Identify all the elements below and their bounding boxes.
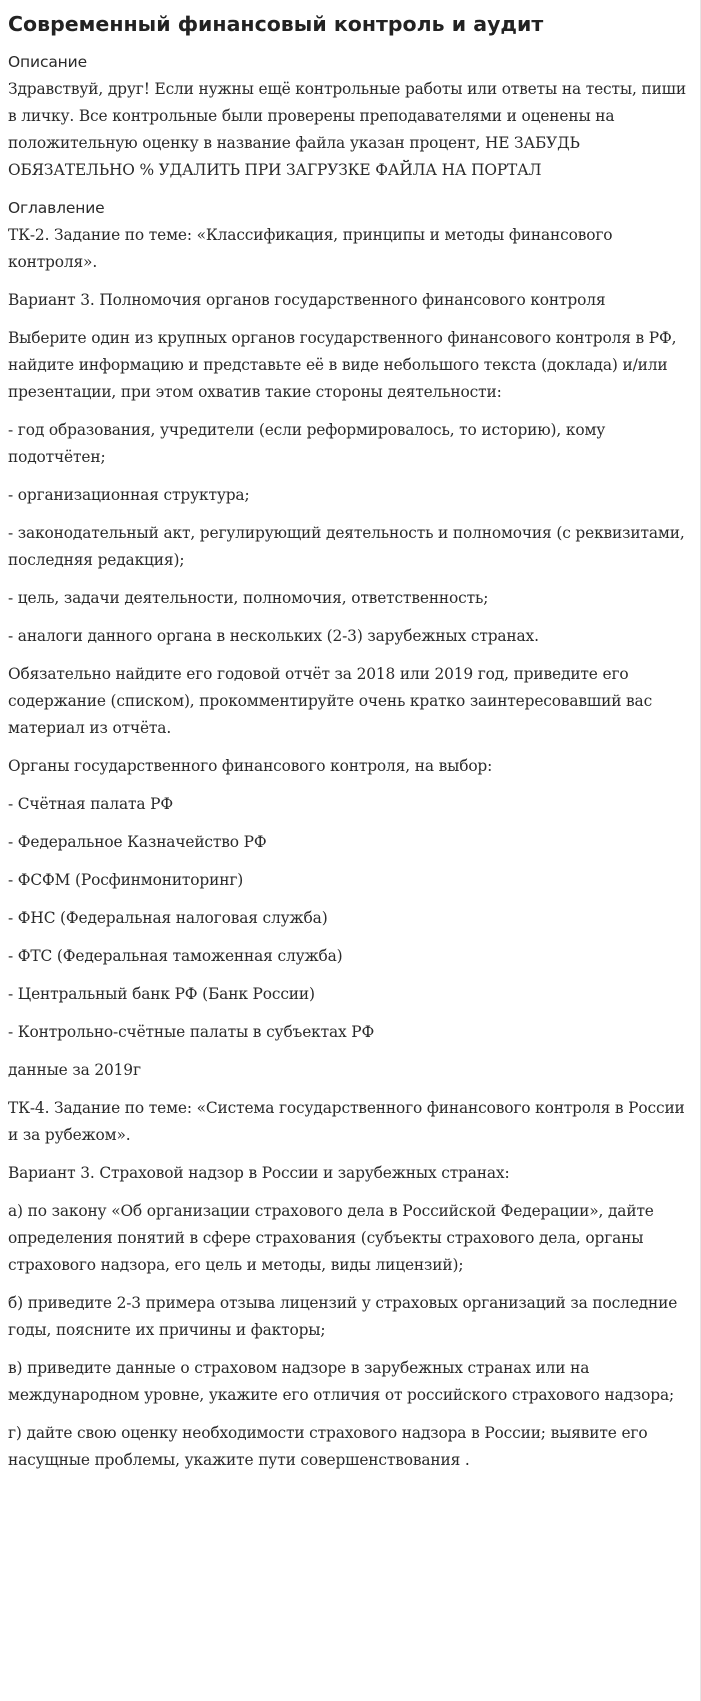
body-item-central-bank: - Центральный банк РФ (Банк России) — [8, 985, 315, 1003]
tk2-data-note: данные за 2019г — [8, 1061, 141, 1079]
tk4-item-c: в) приведите данные о страховом надзоре в зарубежных странах или на международном уровне, укажите его отличия от российского страхового надзора; — [8, 1359, 675, 1404]
body-item-regional-chambers: - Контрольно-счётные палаты в субъектах РФ — [8, 1023, 375, 1041]
tk2-item-analogues: - аналоги данного органа в нескольких (2-3) зарубежных странах. — [8, 627, 539, 645]
tk4-variant: Вариант 3. Страховой надзор в России и зарубежных странах: — [8, 1164, 510, 1182]
tk2-item-legislation: - законодательный акт, регулирующий деятельность и полномочия (с реквизитами, последняя редакция); — [8, 524, 685, 569]
description-text: Здравствуй, друг! Если нужны ещё контрольные работы или ответы на тесты, пиши в личку. Все контрольные были проверены преподавателями и оценены на положительную оценку в название файла указан процент, НЕ ЗАБУДЬ ОБЯЗАТЕЛЬНО % УДАЛИТЬ ПРИ ЗАГРУЗКЕ ФАЙЛА НА ПОРТАЛ — [8, 80, 686, 179]
tk2-item-structure: - организационная структура; — [8, 486, 250, 504]
tk4-heading: ТК-4. Задание по теме: «Система государственного финансового контроля в России и за рубежом». — [8, 1099, 685, 1144]
body-item-fsfm: - ФСФМ (Росфинмониторинг) — [8, 871, 244, 889]
tk4-item-a: а) по закону «Об организации страхового дела в Российской Федерации», дайте определения понятий в сфере страхования (субъекты страхового дела, органы страхового надзора, его цель и методы, виды лицензий); — [8, 1202, 654, 1274]
tk2-item-goals: - цель, задачи деятельности, полномочия, ответственность; — [8, 589, 489, 607]
tk2-report: Обязательно найдите его годовой отчёт за 2018 или 2019 год, приведите его содержание (списком), прокомментируйте очень кратко заинтересовавший вас материал из отчёта. — [8, 665, 653, 737]
document-body — [8, 49, 694, 1485]
tk2-item-founding: - год образования, учредители (если реформировалось, то историю), кому подотчётен; — [8, 421, 606, 466]
tk2-bodies-intro: Органы государственного финансового контроля, на выбор: — [8, 757, 493, 775]
body-item-accounts-chamber: - Счётная палата РФ — [8, 795, 173, 813]
tk4-item-b: б) приведите 2-3 примера отзыва лицензий у страховых организаций за последние годы, поясните их причины и факторы; — [8, 1294, 678, 1339]
tk2-variant: Вариант 3. Полномочия органов государственного финансового контроля — [8, 291, 606, 309]
body-item-fts: - ФТС (Федеральная таможенная служба) — [8, 947, 343, 965]
tk4-item-d: г) дайте свою оценку необходимости страхового надзора в России; выявите его насущные проблемы, укажите пути совершенствования . — [8, 1424, 648, 1469]
body-item-fns: - ФНС (Федеральная налоговая служба) — [8, 909, 328, 927]
description-label: Описание — [8, 53, 87, 71]
toc-label: Оглавление — [8, 199, 105, 217]
tk2-intro: Выберите один из крупных органов государственного финансового контроля в РФ, найдите информацию и представьте её в виде небольшого текста (доклада) и/или презентации, при этом охватив такие стороны деятельности: — [8, 329, 677, 401]
body-item-treasury: - Федеральное Казначейство РФ — [8, 833, 267, 851]
document-title: Современный финансовый контроль и аудит — [8, 12, 544, 36]
tk2-heading: ТК-2. Задание по теме: «Классификация, принципы и методы финансового контроля». — [8, 226, 613, 271]
